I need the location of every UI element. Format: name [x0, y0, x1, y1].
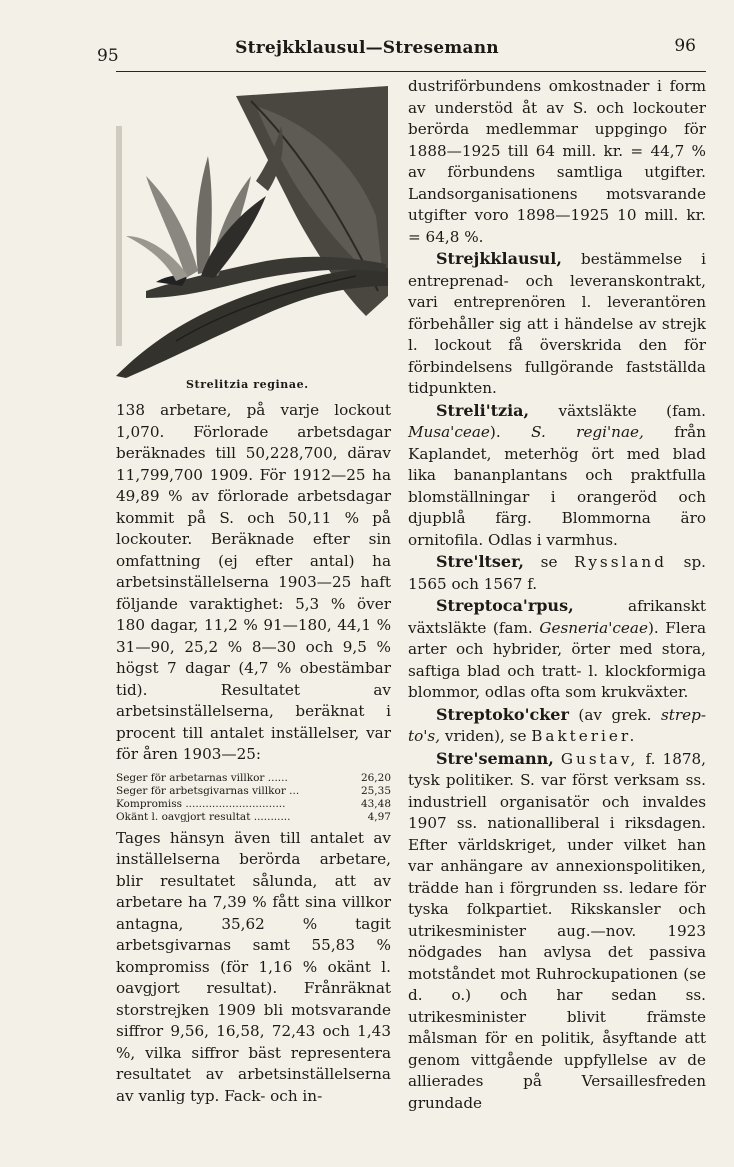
- strelitzia-illustration: [116, 86, 388, 378]
- entry-italic: S. regi'nae,: [531, 423, 644, 441]
- results-table: [116, 772, 391, 824]
- header-rule: [116, 71, 706, 72]
- entry-text: (av grek.: [568, 705, 661, 724]
- entry-text: sp. 1565 och 1567 f.: [408, 553, 706, 593]
- entry-spaced: Bakterier.: [531, 727, 638, 745]
- entry-spaced: Gustav,: [560, 749, 639, 768]
- table-row: [116, 811, 391, 824]
- entry-text: afrikanskt växtsläkte (fam.: [408, 597, 706, 637]
- left-page-number: 95: [97, 46, 119, 66]
- headword: Streptoca'rpus,: [436, 596, 574, 615]
- left-paragraph-2: Tages hänsyn även till antalet av inställelserna berörda arbetare, blir resultatet sålunda, att av arbetare ha 7,39 % fått sina villkor antagna, 35,62 % tagit arbetsgivarnas samt 55,83 % kompromiss (för 1,16 % okänt l. oavgjort resultat). Frånräknat storstrejken 1909 bli motsvarande siffror 9,56, 16,58, 72,43 och 1,43 %, vilka siffror bäst representera resultatet av arbetsinställelserna av vanlig typ. Fack- och in-: [116, 828, 391, 1105]
- entry-stresemann: [408, 748, 706, 1115]
- running-title: Strejkklausul—Stresemann: [235, 38, 499, 58]
- entry-streltser: [408, 551, 706, 595]
- headword: Stre'ltser,: [436, 552, 524, 571]
- headword: Streli'tzia,: [436, 400, 530, 420]
- headword: Streptoko'cker: [436, 704, 569, 724]
- stat-label: Kompromiss ..............................: [116, 797, 286, 810]
- entry-strelitzia: [408, 400, 706, 552]
- entry-streptocarpus: [408, 595, 706, 704]
- entry-italic: strep-to's,: [408, 705, 706, 745]
- entry-text: bestämmelse i entreprenad- och leveranskontrakt, vari entreprenören l. leverantören förbehåller sig att i händelse av strejk l. lockout få överskrida den för förbindelsens fullgörande fastställda tidpunkten.: [408, 250, 706, 397]
- stat-label: Seger för arbetarnas villkor ......: [116, 771, 288, 784]
- entry-text: vriden), se: [440, 727, 532, 745]
- stat-value: 43,48: [360, 797, 391, 810]
- continued-paragraph: dustriförbundens omkostnader i form av understöd åt av S. och lockouter berörda medlemmar uppgingo för 1888—1925 till 64 mill. kr. = 44,7 % av förbundens samtliga utgifter. Landsorganisationens motsvarande utgifter voro 1898—1925 10 mill. kr. = 64,8 %.: [408, 77, 706, 246]
- table-row: [116, 798, 391, 811]
- stat-label: Seger för arbetsgivarnas villkor ...: [116, 784, 300, 797]
- headword: Strejkklausul,: [436, 249, 562, 268]
- table-row: [116, 785, 391, 798]
- stat-value: 4,97: [367, 810, 391, 823]
- entry-italic: Musa'ceae: [408, 423, 490, 441]
- figure-caption: Strelitzia reginae.: [186, 378, 309, 391]
- headword: Stre'semann,: [436, 748, 554, 768]
- table-row: [116, 772, 391, 785]
- entry-text: från Kaplandet, meterhög ört med blad lika bananplantans och praktfulla blomställningar i orangeröd och djupblå färg. Blommorna äro ornitofila. Odlas i varmhus.: [408, 423, 706, 549]
- entry-italic: Gesneria'ceae: [539, 618, 648, 637]
- left-paragraph-1: 138 arbetare, på varje lockout 1,070. Förlorade arbetsdagar beräknades till 50,228,700, därav 11,799,700 1909. För 1912—25 ha 49,89 % av förlorade arbetsdagar kommit på S. och 50,11 % på lockouter. Beräknade efter sin omfattning (ej efter antal) ha arbetsinställelserna 1903—25 haft följande varaktighet: 5,3 % över 180 dagar, 11,2 % 91—180, 44,1 % 31—90, 25,2 % 8—30 och 9,5 % högst 7 dagar (4,7 % obestämbar tid). Resultatet av arbetsinställelserna, beräknat i procent till antalet inställelser, var för åren 1903—25:: [116, 401, 391, 763]
- entry-text: växtsläkte (fam.: [529, 401, 706, 420]
- entry-text: se: [523, 553, 575, 571]
- entry-text: ).: [489, 423, 532, 441]
- entry-strejkklausul: [408, 248, 706, 400]
- entry-streptokocker: [408, 704, 706, 748]
- stat-value: 25,35: [360, 784, 391, 797]
- page-header: [0, 30, 734, 70]
- right-column: [408, 76, 706, 1114]
- right-page-number: 96: [674, 36, 696, 56]
- entry-spaced: Ryssland: [574, 553, 667, 571]
- stat-value: 26,20: [360, 771, 391, 784]
- stat-label: Okänt l. oavgjort resultat ...........: [116, 810, 291, 823]
- left-column: [116, 400, 391, 1107]
- flower-image: [116, 86, 388, 378]
- entry-text: f. 1878, tysk politiker. S. var först verksam ss. industriell organisatör och invaldes 1907 ss. nationalliberal i riksdagen. Efter världskriget, under vilket han var anhängare av annexionspolitiken, trädde han i förgrunden ss. ledare för tyska folkpartiet. Rikskansler och utrikesminister aug.—nov. 1923 nödgades han avlysa det passiva motståndet mot Ruhrockupationen (se d. o.) och har sedan ss. utrikesminister blivit främste målsman för en politik, åsyftande att genom vittgående uppfyllelse av de allierades på Versaillesfreden grundade: [408, 749, 707, 1112]
- entry-text: ). Flera arter och hybrider, örter med stora, saftiga blad och tratt- l. klockformiga blommor, odlas ofta som krukväxter.: [408, 618, 706, 701]
